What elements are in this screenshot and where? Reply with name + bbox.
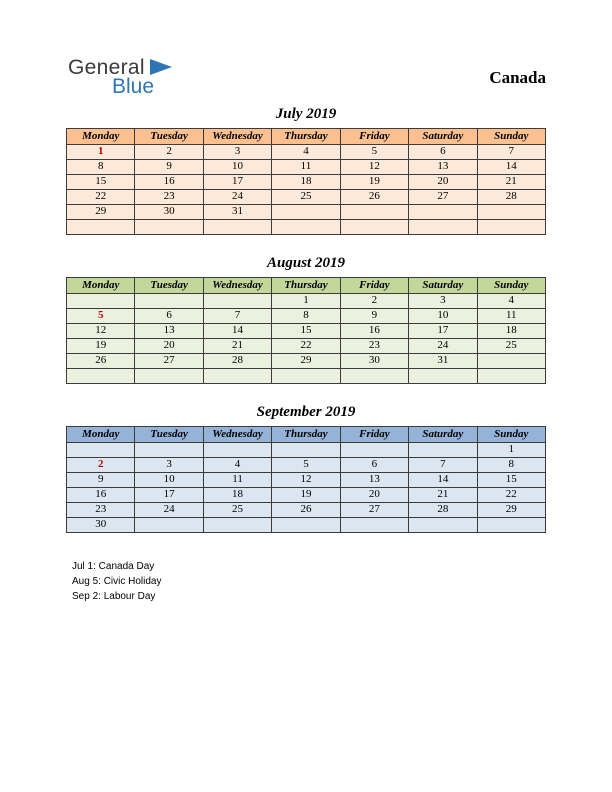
day-cell-july-2019-13: 13 [409,160,477,175]
week-row [67,145,546,160]
week-row [67,458,546,473]
week-row [67,294,546,309]
day-header-tuesday: Tuesday [135,278,203,294]
day-cell-august-2019-31: 31 [409,354,477,369]
day-cell-july-2019-1: 1 [67,145,135,160]
day-cell-august-2019-1: 1 [272,294,340,309]
day-cell-september-2019-11: 11 [203,473,271,488]
month-september-2019 [66,404,546,533]
day-cell-july-2019-25: 25 [272,190,340,205]
day-cell-july-2019-3: 3 [203,145,271,160]
day-header-sunday: Sunday [477,129,545,145]
week-row [67,309,546,324]
day-cell-empty [409,220,477,235]
day-cell-empty [135,443,203,458]
day-cell-september-2019-5: 5 [272,458,340,473]
day-cell-august-2019-2: 2 [340,294,408,309]
day-cell-august-2019-6: 6 [135,309,203,324]
day-header-row [67,129,546,145]
day-cell-empty [477,369,545,384]
day-cell-empty [340,518,408,533]
day-cell-empty [203,518,271,533]
day-cell-august-2019-5: 5 [67,309,135,324]
day-cell-empty [340,443,408,458]
week-row [67,518,546,533]
holiday-list [72,559,546,604]
day-cell-august-2019-9: 9 [340,309,408,324]
day-cell-september-2019-18: 18 [203,488,271,503]
holiday-entry: Jul 1: Canada Day [72,561,155,572]
day-cell-september-2019-27: 27 [340,503,408,518]
day-header-friday: Friday [340,427,408,443]
day-cell-empty [340,205,408,220]
week-row [67,175,546,190]
day-cell-august-2019-27: 27 [135,354,203,369]
day-cell-empty [67,369,135,384]
day-cell-august-2019-12: 12 [67,324,135,339]
day-cell-empty [203,369,271,384]
day-cell-august-2019-8: 8 [272,309,340,324]
calendars [66,106,546,533]
day-cell-empty [67,294,135,309]
day-cell-july-2019-10: 10 [203,160,271,175]
week-row [67,339,546,354]
week-row [67,160,546,175]
day-cell-empty [409,369,477,384]
day-cell-august-2019-15: 15 [272,324,340,339]
day-cell-empty [272,220,340,235]
day-header-monday: Monday [67,278,135,294]
day-cell-august-2019-16: 16 [340,324,408,339]
day-cell-july-2019-17: 17 [203,175,271,190]
day-cell-empty [272,369,340,384]
day-header-monday: Monday [67,129,135,145]
holiday-entry: Sep 2: Labour Day [72,591,156,602]
day-cell-august-2019-19: 19 [67,339,135,354]
day-cell-empty [203,220,271,235]
day-cell-august-2019-3: 3 [409,294,477,309]
day-cell-august-2019-18: 18 [477,324,545,339]
day-header-monday: Monday [67,427,135,443]
week-row [67,220,546,235]
day-header-sunday: Sunday [477,427,545,443]
holiday-entry: Aug 5: Civic Holiday [72,576,162,587]
day-cell-empty [340,369,408,384]
day-cell-empty [477,220,545,235]
day-header-saturday: Saturday [409,427,477,443]
day-cell-july-2019-7: 7 [477,145,545,160]
week-row [67,354,546,369]
day-cell-august-2019-30: 30 [340,354,408,369]
day-cell-september-2019-1: 1 [477,443,545,458]
day-cell-july-2019-5: 5 [340,145,408,160]
day-cell-july-2019-31: 31 [203,205,271,220]
day-cell-empty [135,294,203,309]
day-cell-september-2019-22: 22 [477,488,545,503]
day-cell-august-2019-11: 11 [477,309,545,324]
day-cell-july-2019-11: 11 [272,160,340,175]
month-july-2019 [66,106,546,235]
day-cell-empty [67,443,135,458]
day-cell-july-2019-30: 30 [135,205,203,220]
week-row [67,473,546,488]
day-cell-september-2019-10: 10 [135,473,203,488]
day-cell-july-2019-20: 20 [409,175,477,190]
day-cell-empty [409,205,477,220]
day-cell-empty [272,205,340,220]
day-cell-september-2019-19: 19 [272,488,340,503]
day-cell-july-2019-26: 26 [340,190,408,205]
month-title-september-2019: September 2019 [256,404,356,420]
day-cell-september-2019-16: 16 [67,488,135,503]
day-cell-september-2019-23: 23 [67,503,135,518]
day-header-friday: Friday [340,129,408,145]
month-august-2019 [66,255,546,384]
day-cell-september-2019-4: 4 [203,458,271,473]
day-cell-september-2019-15: 15 [477,473,545,488]
day-cell-august-2019-24: 24 [409,339,477,354]
day-cell-july-2019-24: 24 [203,190,271,205]
day-cell-september-2019-17: 17 [135,488,203,503]
week-row [67,190,546,205]
day-cell-empty [477,354,545,369]
day-cell-september-2019-14: 14 [409,473,477,488]
day-cell-empty [409,518,477,533]
day-cell-july-2019-8: 8 [67,160,135,175]
day-header-row [67,427,546,443]
day-cell-august-2019-17: 17 [409,324,477,339]
day-cell-july-2019-15: 15 [67,175,135,190]
week-row [67,205,546,220]
day-header-wednesday: Wednesday [203,427,271,443]
day-cell-july-2019-19: 19 [340,175,408,190]
day-cell-august-2019-22: 22 [272,339,340,354]
day-cell-empty [477,518,545,533]
month-title-august-2019: August 2019 [267,255,345,271]
day-cell-july-2019-9: 9 [135,160,203,175]
day-cell-july-2019-22: 22 [67,190,135,205]
day-cell-september-2019-2: 2 [67,458,135,473]
day-cell-september-2019-12: 12 [272,473,340,488]
day-cell-july-2019-6: 6 [409,145,477,160]
day-cell-september-2019-30: 30 [67,518,135,533]
day-cell-empty [477,205,545,220]
day-cell-august-2019-10: 10 [409,309,477,324]
day-cell-july-2019-29: 29 [67,205,135,220]
day-cell-september-2019-21: 21 [409,488,477,503]
day-header-sunday: Sunday [477,278,545,294]
day-cell-august-2019-20: 20 [135,339,203,354]
day-cell-july-2019-2: 2 [135,145,203,160]
day-header-wednesday: Wednesday [203,278,271,294]
day-cell-september-2019-6: 6 [340,458,408,473]
day-cell-september-2019-20: 20 [340,488,408,503]
day-cell-september-2019-3: 3 [135,458,203,473]
logo-text-blue: Blue [112,75,155,98]
day-cell-empty [340,220,408,235]
day-cell-july-2019-23: 23 [135,190,203,205]
day-cell-august-2019-25: 25 [477,339,545,354]
calendar-table-september-2019 [66,426,546,533]
day-cell-july-2019-21: 21 [477,175,545,190]
day-cell-empty [203,294,271,309]
day-cell-august-2019-21: 21 [203,339,271,354]
day-header-wednesday: Wednesday [203,129,271,145]
day-cell-august-2019-4: 4 [477,294,545,309]
day-cell-july-2019-18: 18 [272,175,340,190]
country-title: Canada [489,68,546,87]
day-header-thursday: Thursday [272,129,340,145]
day-cell-august-2019-14: 14 [203,324,271,339]
day-cell-july-2019-14: 14 [477,160,545,175]
day-cell-september-2019-9: 9 [67,473,135,488]
day-cell-august-2019-23: 23 [340,339,408,354]
day-cell-empty [272,443,340,458]
day-cell-july-2019-4: 4 [272,145,340,160]
day-cell-august-2019-13: 13 [135,324,203,339]
day-cell-september-2019-13: 13 [340,473,408,488]
day-header-tuesday: Tuesday [135,427,203,443]
day-header-thursday: Thursday [272,278,340,294]
week-row [67,324,546,339]
day-cell-empty [67,220,135,235]
day-cell-august-2019-7: 7 [203,309,271,324]
day-cell-empty [272,518,340,533]
day-cell-september-2019-7: 7 [409,458,477,473]
week-row [67,443,546,458]
day-header-saturday: Saturday [409,129,477,145]
day-cell-empty [135,220,203,235]
day-cell-september-2019-28: 28 [409,503,477,518]
day-cell-empty [409,443,477,458]
week-row [67,503,546,518]
week-row [67,488,546,503]
day-cell-september-2019-24: 24 [135,503,203,518]
day-cell-empty [135,518,203,533]
logo-text-general: General [68,56,145,79]
week-row [67,369,546,384]
day-cell-july-2019-28: 28 [477,190,545,205]
day-cell-empty [135,369,203,384]
day-header-thursday: Thursday [272,427,340,443]
day-header-tuesday: Tuesday [135,129,203,145]
day-cell-august-2019-26: 26 [67,354,135,369]
calendar-table-august-2019 [66,277,546,384]
day-cell-september-2019-25: 25 [203,503,271,518]
day-cell-august-2019-28: 28 [203,354,271,369]
day-cell-july-2019-12: 12 [340,160,408,175]
day-header-row [67,278,546,294]
day-cell-july-2019-27: 27 [409,190,477,205]
day-cell-july-2019-16: 16 [135,175,203,190]
day-cell-empty [203,443,271,458]
day-cell-september-2019-26: 26 [272,503,340,518]
calendar-content [66,106,546,604]
logo [68,55,172,99]
day-header-saturday: Saturday [409,278,477,294]
month-title-july-2019: July 2019 [275,106,337,122]
calendar-table-july-2019 [66,128,546,235]
day-cell-september-2019-29: 29 [477,503,545,518]
day-cell-august-2019-29: 29 [272,354,340,369]
day-header-friday: Friday [340,278,408,294]
day-cell-september-2019-8: 8 [477,458,545,473]
